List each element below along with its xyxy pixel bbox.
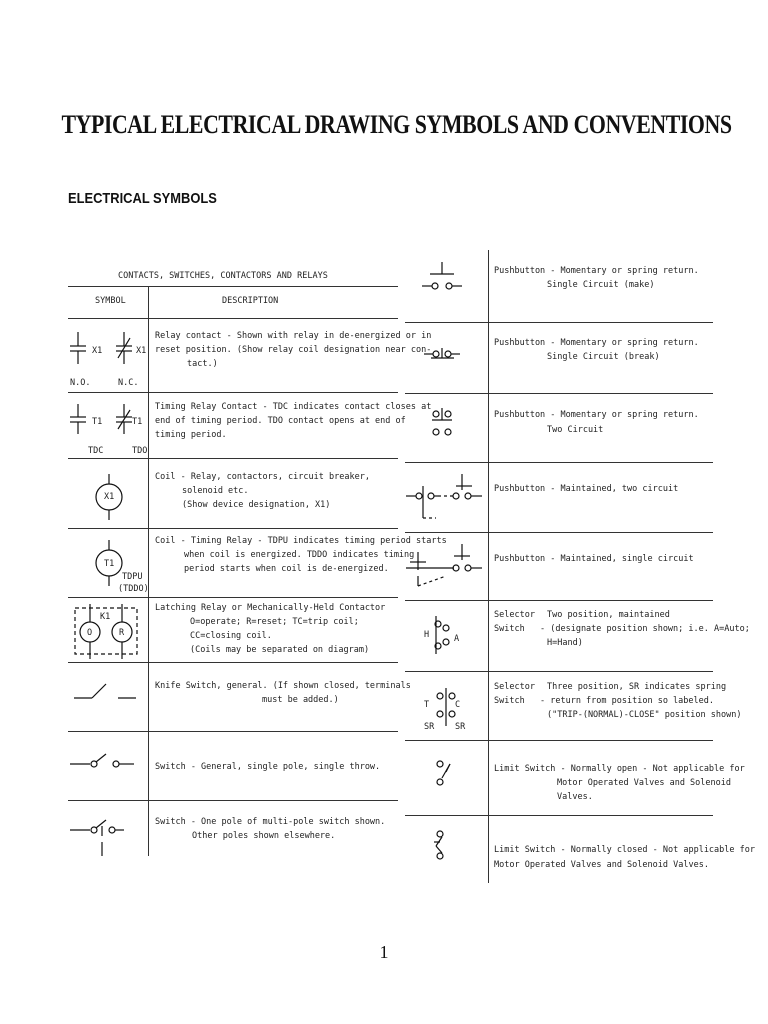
description-line: Pushbutton - Momentary or spring return. [494, 266, 699, 276]
description-line: Timing Relay Contact - TDC indicates contact closes at [155, 402, 432, 412]
description-head: Selector [494, 682, 535, 692]
symbol-label: TDC [88, 446, 104, 456]
pushbutton-make-symbol [422, 262, 472, 292]
description-line: Limit Switch - Normally closed - Not applicable for [494, 845, 755, 855]
description-line: Motor Operated Valves and Solenoid Valves. [494, 860, 709, 870]
description-line: period starts when coil is de-energized. [184, 564, 389, 574]
description-line: tact.) [187, 359, 218, 369]
symbol-label: A [454, 634, 460, 644]
description-line: - (designate position shown; i.e. A=Auto; [540, 624, 750, 634]
symbol-label: T1 [132, 417, 143, 427]
description-line: Three position, SR indicates spring [547, 682, 727, 692]
knife-switch-symbol [74, 680, 144, 704]
description-line: Pushbutton - Maintained, single circuit [494, 554, 694, 564]
symbol-label: X1 [92, 346, 103, 356]
description-line: ("TRIP-(NORMAL)-CLOSE" position shown) [547, 710, 742, 720]
symbol-label: TDO [132, 446, 148, 456]
description-line: (Coils may be separated on diagram) [190, 645, 370, 655]
limit-switch-nc-symbol [432, 828, 456, 862]
description-line: Two position, maintained [547, 610, 670, 620]
pushbutton-break-symbol [424, 344, 474, 364]
symbol-label: X1 [136, 346, 147, 356]
description-line: when coil is energized. TDDO indicates timing [184, 550, 415, 560]
pushbutton-two-circuit-symbol [430, 404, 460, 440]
symbol-label: TDPU [122, 572, 143, 582]
description-line: Knife Switch, general. (If shown closed, terminals [155, 681, 411, 691]
description-line: Two Circuit [547, 425, 604, 435]
symbol-label: T1 [92, 417, 103, 427]
symbol-label: SR [455, 722, 466, 732]
page-number: 1 [379, 942, 389, 962]
description-line: end of timing period. TDO contact opens at end of [155, 416, 406, 426]
description-line: Switch - General, single pole, single throw. [155, 762, 381, 772]
description-line: (Show device designation, X1) [182, 500, 331, 510]
description-line: Pushbutton - Momentary or spring return. [494, 338, 699, 348]
symbol-label: T1 [104, 559, 115, 569]
description-line: Coil - Timing Relay - TDPU indicates timing period starts [155, 536, 447, 546]
col-header-symbol: SYMBOL [95, 296, 126, 306]
symbol-label: SR [424, 722, 435, 732]
description-head: Switch [494, 624, 525, 634]
description-line: Pushbutton - Momentary or spring return. [494, 410, 699, 420]
col-header-description: DESCRIPTION [222, 296, 279, 306]
description-line: Pushbutton - Maintained, two circuit [494, 484, 679, 494]
description-line: - return from position so labeled. [540, 696, 714, 706]
description-head: Selector [494, 610, 535, 620]
pushbutton-maintained-single-symbol [406, 540, 484, 592]
description-line: Valves. [557, 792, 593, 802]
description-line: CC=closing coil. [190, 631, 272, 641]
description-line: Switch - One pole of multi-pole switch shown. [155, 817, 386, 827]
limit-switch-no-symbol [434, 758, 458, 788]
description-line: O=operate; R=reset; TC=trip coil; [190, 617, 359, 627]
description-line: Relay contact - Shown with relay in de-energized or in [155, 331, 432, 341]
description-line: solenoid etc. [182, 486, 249, 496]
description-line: Other poles shown elsewhere. [192, 831, 336, 841]
description-line: Single Circuit (make) [547, 280, 655, 290]
pushbutton-maintained-two-symbol [406, 470, 484, 526]
symbol-label: H [424, 630, 430, 640]
symbol-label: R [119, 628, 125, 638]
symbol-label: T [424, 700, 430, 710]
switch-spst-symbol [70, 752, 140, 772]
symbol-label: N.O. [70, 378, 91, 388]
symbol-label: N.C. [118, 378, 139, 388]
symbol-label: K1 [100, 612, 111, 622]
symbol-label: O [87, 628, 93, 638]
description-line: Latching Relay or Mechanically-Held Contactor [155, 603, 386, 613]
selector-two-position-symbol [430, 614, 470, 658]
description-line: must be added.) [262, 695, 339, 705]
section-heading: ELECTRICAL SYMBOLS [68, 190, 217, 207]
symbol-label: C [455, 700, 461, 710]
description-line: Limit Switch - Normally open - Not applicable for [494, 764, 745, 774]
table-caption: CONTACTS, SWITCHES, CONTACTORS AND RELAYS [118, 271, 328, 281]
description-line: reset position. (Show relay coil designation near con- [155, 345, 432, 355]
switch-multipole-symbol [70, 818, 140, 862]
description-head: Switch [494, 696, 525, 706]
description-line: Motor Operated Valves and Solenoid [557, 778, 731, 788]
description-line: H=Hand) [547, 638, 583, 648]
symbol-label: (TDDO) [118, 584, 149, 594]
description-line: Single Circuit (break) [547, 352, 660, 362]
description-line: timing period. [155, 430, 227, 440]
page-title: TYPICAL ELECTRICAL DRAWING SYMBOLS AND CONVENTIONS [61, 110, 732, 139]
description-line: Coil - Relay, contactors, circuit breaker, [155, 472, 370, 482]
symbol-label: X1 [104, 492, 115, 502]
